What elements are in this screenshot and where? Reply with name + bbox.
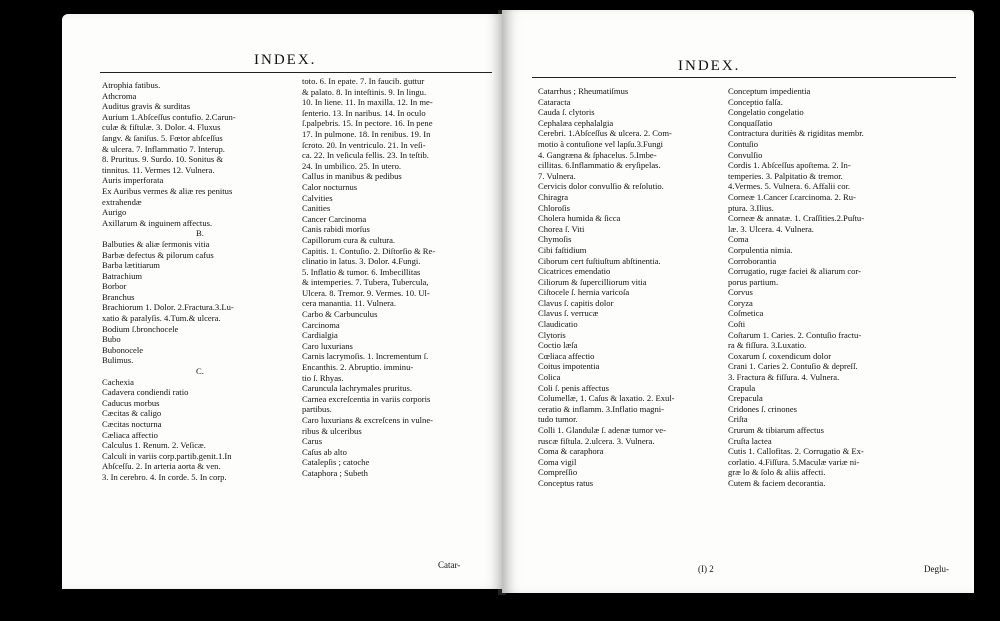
index-entry: Carcinoma <box>302 319 340 330</box>
index-entry: Caſus ab alto <box>302 446 347 457</box>
index-entry: Chymoſis <box>538 234 572 245</box>
index-entry: Coma <box>728 234 749 245</box>
index-entry: Clytoris <box>538 329 566 340</box>
right-page <box>502 10 974 593</box>
index-entry: Cibi faſtidium <box>538 244 587 255</box>
index-entry: Carnea excreſcentia in variis corporis <box>302 393 431 404</box>
index-entry: Corroborantia <box>728 255 777 266</box>
index-entry: Balbuties & aliæ ſermonis vitia <box>102 238 210 249</box>
index-entry: Cicatrices emendatio <box>538 266 611 277</box>
index-entry: Columellæ, 1. Caſus & laxatio. 2. Exul- <box>538 393 675 404</box>
left-header-rule <box>100 72 492 73</box>
index-entry: tinnitus. 11. Vermes 12. Vulnera. <box>102 164 215 175</box>
index-entry: Crurum & tibiarum affectus <box>728 425 825 435</box>
index-entry: Conceptio falſa. <box>728 96 783 107</box>
index-entry: græ lo & ſolo & aliis affecti. <box>728 467 826 478</box>
index-entry: Cæcitas nocturna <box>102 419 162 429</box>
index-entry: motio à contuſione vel lapſu.3.Fungi <box>538 138 664 149</box>
index-entry: Cœliaca affectio <box>538 350 595 361</box>
right-header-rule <box>532 77 956 78</box>
index-entry: Contractura duritiès & rigiditas membr. <box>728 128 864 139</box>
index-entry: Coſtarum 1. Caries. 2. Contuſio fractu- <box>728 329 862 340</box>
index-entry: Colica <box>538 372 561 383</box>
index-entry: Cruſta lactea <box>728 435 772 446</box>
index-entry: ſenterio. 13. In naribus. 14. In oculo <box>302 107 426 118</box>
index-entry: Compreſſio <box>538 467 578 478</box>
index-entry: & ulcera. 7. Inflammatio 7. Interup. <box>102 143 225 154</box>
index-entry: Coſti <box>728 319 746 330</box>
index-entry: Bubo <box>102 334 121 345</box>
index-entry: Chorea ſ. Viti <box>538 223 585 234</box>
index-entry: Cordis 1. Abſceſſus apoſtema. 2. In- <box>728 160 851 171</box>
index-entry: porus partium. <box>728 276 779 287</box>
index-entry: læ. 3. Ulcera. 4. Vulnera. <box>728 223 814 234</box>
index-entry: Calculus 1. Renum. 2. Veſicæ. <box>102 440 206 451</box>
index-entry: 4.Vermes. 5. Vulnera. 6. Affalii cor. <box>728 181 851 192</box>
left-column-2 <box>302 76 496 479</box>
index-entry: Corpulentia nimia. <box>728 244 793 255</box>
right-column-2 <box>728 86 972 489</box>
right-page-header: INDEX. <box>678 58 741 74</box>
index-entry: 17. In pulmone. 18. In renibus. 19. In <box>302 128 431 139</box>
index-entry: Ciborum cert fuſtiuſtum abſtinentia. <box>538 255 661 266</box>
index-entry: Cerebri. 1.Abſceſſus & ulcera. 2. Com- <box>538 128 672 139</box>
index-entry: Catalepſis ; catoche <box>302 457 370 468</box>
index-entry: Borbor <box>102 281 127 292</box>
index-entry: Calvities <box>302 192 333 203</box>
index-entry: temperies. 3. Palpitatio & tremor. <box>728 170 843 181</box>
index-entry: Calor nocturnus <box>302 181 358 192</box>
index-entry: Athcroma <box>102 90 137 101</box>
index-entry: 4. Gangræna & ſphacelus. 5.Imbe- <box>538 149 657 160</box>
index-entry: Abſceſſu. 2. In arteria aorta & ven. <box>102 461 221 472</box>
index-entry: Ex Auribus vermes & aliæ res penitus <box>102 185 233 196</box>
index-entry: Cardialgia <box>302 330 338 341</box>
index-entry: Brachiorum 1. Dolor. 2.Fractura.3.Lu- <box>102 302 234 313</box>
index-entry: Convulſio <box>728 149 763 160</box>
right-catchword: Deglu- <box>924 564 949 574</box>
index-entry: ca. 22. In veſicula fellis. 23. In teſtib. <box>302 150 429 161</box>
index-entry: Caro luxurians & excreſcens in vulne- <box>302 415 434 425</box>
index-entry: Cridones ſ. crinones <box>728 403 797 414</box>
index-entry: 8. Pruritus. 9. Surdo. 10. Sonitus & <box>102 154 224 165</box>
index-entry: ribus & ulceribus <box>302 425 362 436</box>
index-entry: Bodium ſ.bronchocele <box>102 323 179 334</box>
index-entry: 5. Inflatio & tumor. 6. Imbecillitas <box>302 266 421 277</box>
index-entry: xatio & paralyſis. 4.Tum.& ulcera. <box>102 313 221 324</box>
index-entry: Auditus gravis & surditas <box>102 101 191 112</box>
index-entry: Caro luxurians <box>302 340 353 351</box>
index-entry: Catarrhus ; Rheumatiſmus <box>538 86 629 96</box>
index-entry: Coitus impotentia <box>538 361 600 372</box>
index-entry: Crepacula <box>728 393 763 404</box>
index-entry: Carbo & Carbunculus <box>302 309 378 320</box>
index-entry: 3. In cerebro. 4. In corde. 5. In corp. <box>102 471 227 482</box>
index-entry: Cæliaca affectio <box>102 429 158 440</box>
index-entry: Cadavera condiendi ratio <box>102 387 189 398</box>
index-entry: 7. Vulnera. <box>538 170 576 181</box>
index-entry: Cataphora ; Subeth <box>302 467 368 478</box>
index-entry: 10. In liene. 11. In maxilla. 12. In me- <box>302 97 433 108</box>
index-entry: corlatio. 4.Fiſſura. 5.Maculæ variæ ni- <box>728 456 860 467</box>
index-entry: Coma & caraphora <box>538 446 604 457</box>
index-entry: 24. In umbilico. 25. In utero. <box>302 160 402 171</box>
index-entry: & palato. 8. In inteſtinis. 9. In lingu. <box>302 86 427 97</box>
index-entry: Conquaſſatio <box>728 117 773 128</box>
index-entry: Bubonocele <box>102 344 144 355</box>
index-entry: ceratio & inflamm. 3.Inflatio magni- <box>538 403 665 414</box>
index-entry: Crani 1. Caries 2. Contuſio & depreſſ. <box>728 361 858 372</box>
index-entry: Auris imperforata <box>102 175 164 186</box>
index-entry: culæ & fiſtulæ. 3. Dolor. 4. Fluxus <box>102 122 221 133</box>
index-entry: Barba lætitiarum <box>102 260 160 271</box>
index-entry: Carnis lacrymoſis. 1. Incrementum ſ. <box>302 351 429 362</box>
index-entry: B. <box>196 228 204 239</box>
index-entry: Coli ſ. penis affectus <box>538 382 609 393</box>
index-entry: clinatio in latus. 3. Dolor. 4.Fungi. <box>302 256 421 267</box>
index-entry: Clavus ſ. verrucæ <box>538 308 599 319</box>
index-entry: Cachexia <box>102 376 134 387</box>
index-entry: Encanthis. 2. Abruptio. imminu- <box>302 362 414 373</box>
index-entry: Coma vigil <box>538 456 577 467</box>
index-entry: toto. 6. In epate. 7. In faucib. guttur <box>302 76 425 86</box>
index-entry: Capillorum cura & cultura. <box>302 234 396 245</box>
index-entry: Ulcera. 8. Tremor. 9. Vermes. 10. Ul- <box>302 287 430 298</box>
index-entry: Barbæ defectus & pilorum cafus <box>102 249 214 260</box>
left-column-1 <box>102 80 298 483</box>
index-entry: Corrugatio, rugæ faciei & aliarum cor- <box>728 266 861 277</box>
index-entry: Cauda ſ. clytoris <box>538 107 595 118</box>
index-entry: Caducus morbus <box>102 397 160 408</box>
index-entry: Coxarum ſ. coxendicum dolor <box>728 350 832 361</box>
index-entry: & intemperies. 7. Tubera, Tubercula, <box>302 277 429 288</box>
index-entry: Congelatio congelatio <box>728 107 804 118</box>
index-entry: ſcroto. 20. In ventriculo. 21. In veſi- <box>302 139 426 150</box>
index-entry: Cholera humida & ſicca <box>538 213 621 224</box>
index-entry: Conceptum impedientia <box>728 86 811 96</box>
index-entry: Corneæ & annatæ. 1. Craſſities.2.Puſtu- <box>728 213 865 224</box>
right-page-signature: (I) 2 <box>698 564 714 574</box>
index-entry: Coſmetica <box>728 308 764 319</box>
index-entry: Contuſio <box>728 138 759 149</box>
index-entry: Axillarum & inguinem affectus. <box>102 217 213 228</box>
index-entry: Cutis 1. Callofitas. 2. Corrugatio & Ex- <box>728 446 864 457</box>
index-entry: Capitis. 1. Contuſio. 2. Diſtorſio & Re- <box>302 245 436 256</box>
index-entry: tudo tumor. <box>538 414 578 425</box>
index-entry: ptura. 3.Ilius. <box>728 202 774 213</box>
index-entry: Cervicis dolor convulſio & reſolutio. <box>538 181 664 192</box>
index-entry: partibus. <box>302 404 332 415</box>
index-entry: Bulimus. <box>102 355 134 366</box>
index-entry: Criſta <box>728 414 748 425</box>
index-entry: Calculi in variis corp.partib.genit.1.In <box>102 450 232 461</box>
index-entry: Cephalæa cephalalgia <box>538 117 614 128</box>
index-entry: extrahendæ <box>102 196 142 207</box>
right-column-1 <box>538 86 728 489</box>
index-entry: Conceptus ratus <box>538 477 594 488</box>
index-entry: Cancer Carcinoma <box>302 213 367 224</box>
left-page <box>62 14 502 589</box>
index-entry: Corvus <box>728 287 753 298</box>
index-entry: Crapula <box>728 382 756 393</box>
index-entry: Branchus <box>102 291 135 302</box>
index-entry: Callus in manibus & pedibus <box>302 171 402 182</box>
index-entry: Corneæ 1.Cancer ſ.carcinoma. 2. Ru- <box>728 191 856 202</box>
index-entry: Cæcitas & caligo <box>102 408 162 419</box>
index-entry: ra & fiſſura. 3.Luxatio. <box>728 340 807 351</box>
index-entry: Batrachium <box>102 270 143 281</box>
index-entry: ruscæ fiſtula. 2.ulcera. 3. Vulnera. <box>538 435 655 446</box>
index-entry: Claudicatio <box>538 319 578 330</box>
index-entry: Ciliorum & ſupercilliorum vitia <box>538 276 647 287</box>
index-entry: ſangv. & ſaniſus. 5. Fœtor abſceſſus <box>102 132 223 143</box>
index-entry: Carus <box>302 436 323 447</box>
index-entry: Coctio læſa <box>538 340 578 351</box>
index-entry: 3. Fractura & fiſſura. 4. Vulnera. <box>728 372 840 383</box>
index-entry: Clavus ſ. capitis dolor <box>538 297 614 308</box>
index-entry: Cutem & faciem decorantia. <box>728 477 826 488</box>
index-entry: Coryza <box>728 297 753 308</box>
index-entry: Chiragra <box>538 191 569 202</box>
index-entry: Canis rabidi morſus <box>302 224 370 235</box>
index-entry: Cataracta <box>538 96 571 107</box>
index-entry: ſ.palpebris. 15. In pectore. 16. In pene <box>302 118 433 129</box>
index-entry: tio ſ. Rhyas. <box>302 372 344 383</box>
index-entry: Colli 1. Glandulæ ſ. adenæ tumor ve- <box>538 425 666 435</box>
index-entry: Atrophia fatibus. <box>102 80 161 90</box>
index-entry: Canities <box>302 203 331 214</box>
index-entry: Caruncula lachrymales pruritus. <box>302 383 413 394</box>
index-entry: Aurium 1.Abſceſſus contufio. 2.Carun- <box>102 111 236 122</box>
index-entry: cillitas. 6.Inflammatio & eryſipelas. <box>538 160 661 171</box>
index-entry: Chloroſis <box>538 202 570 213</box>
index-entry: Aurigo <box>102 207 127 218</box>
index-entry: C. <box>196 366 204 377</box>
left-catchword: Catar- <box>438 560 461 570</box>
index-entry: Ciſtocele ſ. hernia varicoſa <box>538 287 630 298</box>
left-page-header: INDEX. <box>254 52 317 68</box>
index-entry: cera manantia. 11. Vulnera. <box>302 298 396 309</box>
